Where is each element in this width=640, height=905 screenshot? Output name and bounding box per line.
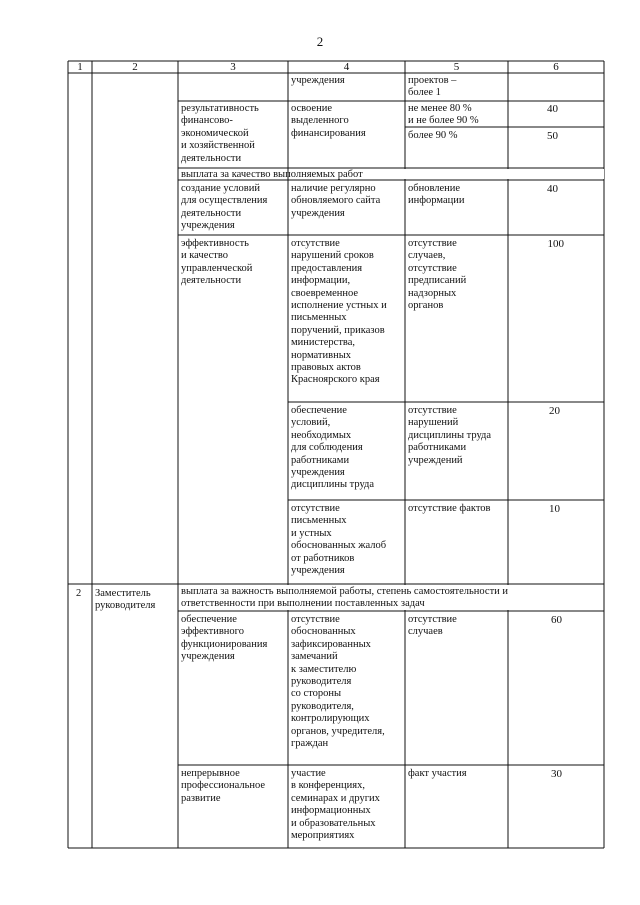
cell-management-efficiency: эффективность и качество управленческой деятельности (181, 238, 253, 287)
cell-row-number-2: 2 (76, 588, 82, 599)
cell-range-80-90: не менее 80 % и не более 90 % (408, 103, 479, 127)
cell-points-20: 20 (549, 405, 560, 417)
cell-funding-use: освоение выделенного финансирования (291, 103, 366, 139)
section-importance-payment: выплата за важность выполняемой работы, степень самостоятельности и ответственности при выполнении поставленных задач (181, 586, 509, 610)
cell-website: наличие регулярно обновляемого сайта учреждения (291, 183, 381, 219)
cell-no-cases-prescriptions: отсутствие случаев, отсутствие предписаний надзорных органов (408, 238, 467, 312)
cell-points-40a: 40 (547, 103, 558, 115)
cell-effective-functioning: обеспечение эффективного функционирования учреждения (181, 614, 268, 663)
cell-no-facts: отсутствие фактов (408, 503, 491, 514)
page-number: 2 (316, 34, 324, 49)
section-quality-payment: выплата за качество выполняемых работ (181, 169, 363, 180)
header-col-2: 2 (132, 61, 138, 73)
cell-deputy-head: Заместитель руководителя (95, 588, 156, 612)
header-col-4: 4 (343, 61, 350, 73)
cell-points-10: 10 (549, 503, 560, 515)
cell-labor-discipline-conditions: обеспечение условий, необходимых для соблюдения работниками учреждения дисциплины труда (291, 405, 375, 491)
cell-points-30: 30 (551, 768, 562, 780)
cell-financial-performance: результативность финансово- экономической и хозяйственной деятельности (181, 103, 259, 164)
cell-no-discipline-violations: отсутствие нарушений дисциплины труда работниками учреждений (408, 405, 492, 466)
cell-no-remarks: отсутствие обоснованных зафиксированных замечаний к заместителю руководителя со стороны руководителя, контролирующих органов, учредителя, граждан (291, 614, 385, 750)
header-col-5: 5 (453, 61, 460, 73)
cell-no-cases: отсутствие случаев (408, 614, 457, 638)
cell-no-violations-deadlines: отсутствие нарушений сроков предоставления информации, своевременное исполнение устных и письменных поручений, приказов министерства, нормативных правовых актов Красноярского края (291, 238, 387, 386)
cell-creating-conditions: создание условий для осуществления деятельности учреждения (181, 183, 268, 232)
cell-institution: учреждения (291, 75, 345, 86)
cell-points-100: 100 (547, 238, 564, 250)
cell-points-40b: 40 (547, 183, 558, 195)
cell-points-60: 60 (551, 614, 562, 626)
cell-projects: проектов – более 1 (408, 75, 457, 99)
cell-over-90: более 90 % (408, 130, 458, 141)
header-col-3: 3 (230, 61, 236, 73)
cell-participation-events: участие в конференциях, семинарах и других информационных и образовательных мероприятиях (291, 768, 380, 842)
header-col-1: 1 (77, 61, 83, 73)
cell-participation-fact: факт участия (408, 768, 467, 779)
header-col-6: 6 (553, 61, 559, 73)
cell-no-complaints: отсутствие письменных и устных обоснованных жалоб от работников учреждения (291, 503, 387, 577)
cell-points-50: 50 (547, 130, 558, 142)
cell-info-update: обновление информации (408, 183, 465, 207)
cell-professional-development: непрерывное профессиональное развитие (181, 768, 266, 804)
